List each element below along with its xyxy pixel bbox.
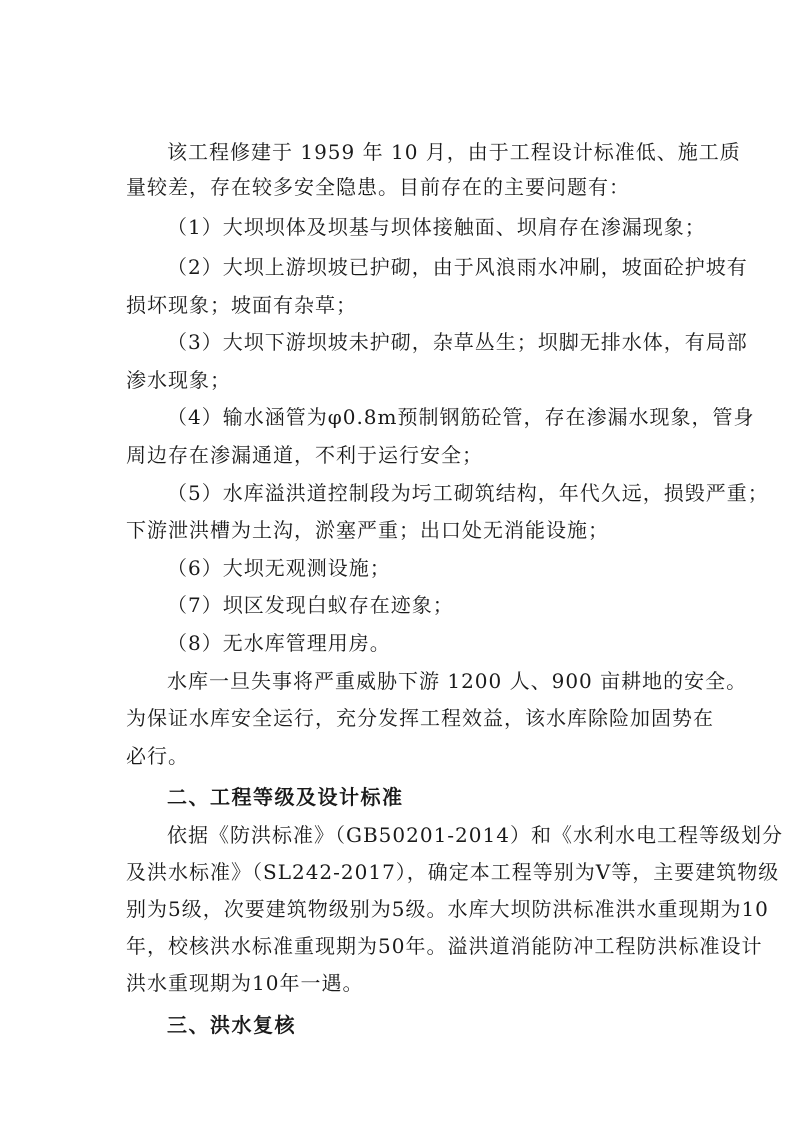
text-line: （5）水库溢洪道控制段为圬工砌筑结构，年代久远，损毁严重； xyxy=(167,481,769,505)
text-line: 及洪水标准》（SL242-2017），确定本工程等别为Ⅴ等，主要建筑物级 xyxy=(126,860,780,884)
text-line: 下游泄洪槽为土沟，淤塞严重；出口处无消能设施； xyxy=(126,518,609,542)
text-line: 该工程修建于 1959 年 10 月，由于工程设计标准低、施工质 xyxy=(167,140,741,164)
text-line: 水库一旦失事将严重威胁下游 1200 人、900 亩耕地的安全。 xyxy=(167,669,748,693)
text-line: （3）大坝下游坝坡未护砌，杂草丛生；坝脚无排水体，有局部 xyxy=(167,330,748,354)
text-line: 损坏现象；坡面有杂草； xyxy=(126,293,357,317)
text-line: 年，校核洪水标准重现期为50年。溢洪道消能防冲工程防洪标准设计 xyxy=(126,934,763,958)
section-heading-3: 三、洪水复核 xyxy=(167,1013,296,1037)
text-line: 渗水现象； xyxy=(126,368,231,392)
text-line: （6）大坝无观测设施； xyxy=(167,556,391,580)
text-line: （4）输水涵管为φ0.8m预制钢筋砼管，存在渗漏水现象，管身 xyxy=(167,405,755,429)
text-line: 别为5级，次要建筑物级别为5级。水库大坝防洪标准洪水重现期为10 xyxy=(126,897,769,921)
text-line: （2）大坝上游坝坡已护砌，由于风浪雨水冲刷，坡面砼护坡有 xyxy=(167,255,748,279)
text-line: （8）无水库管理用房。 xyxy=(167,631,391,655)
text-line: 周边存在渗漏通道，不利于运行安全； xyxy=(126,443,483,467)
text-line: 为保证水库安全运行，充分发挥工程效益，该水库除险加固势在 xyxy=(126,706,714,730)
text-line: （1）大坝坝体及坝基与坝体接触面、坝肩存在渗漏现象； xyxy=(167,215,706,239)
text-line: 洪水重现期为10年一遇。 xyxy=(126,971,364,995)
text-line: 必行。 xyxy=(126,744,189,768)
section-heading-2: 二、工程等级及设计标准 xyxy=(167,785,404,809)
text-line: 依据《防洪标准》（GB50201-2014）和《水利水电工程等级划分 xyxy=(167,823,783,847)
text-line: 量较差，存在较多安全隐患。目前存在的主要问题有： xyxy=(126,175,630,199)
text-line: （7）坝区发现白蚁存在迹象； xyxy=(167,593,454,617)
